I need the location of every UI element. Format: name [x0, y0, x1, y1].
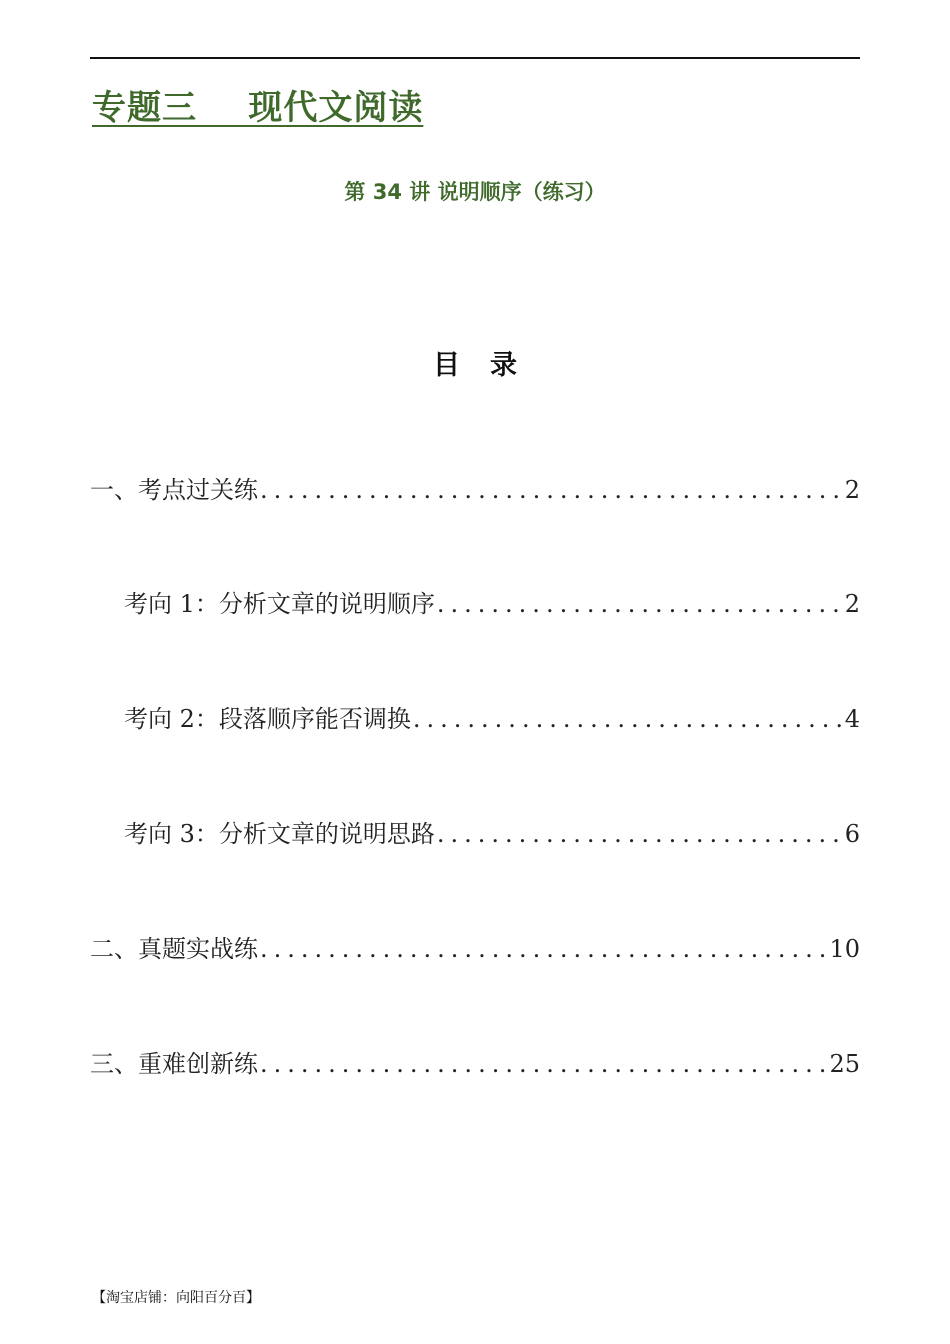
toc-entry-page: 2 [844, 590, 860, 618]
toc-entry-kaoxiang-3[interactable] [124, 814, 860, 848]
toc-leader-dots [413, 705, 843, 733]
toc-entry-page: 6 [844, 820, 860, 848]
toc-entry-label: 三、重难创新练 [90, 1050, 258, 1078]
toc-entry-page: 2 [844, 476, 860, 504]
toc-leader-dots [260, 476, 843, 504]
toc-entry-page: 4 [844, 705, 860, 733]
toc-entry-label: 考向 2：段落顺序能否调换 [124, 705, 411, 733]
toc-entry-label: 考向 1：分析文章的说明顺序 [124, 590, 435, 618]
toc-entry-label: 二、真题实战练 [90, 935, 258, 963]
toc-entry-page: 25 [829, 1050, 860, 1078]
toc-entry-zhongnan[interactable] [90, 1044, 860, 1078]
top-rule [90, 57, 860, 59]
toc-leader-dots [260, 935, 827, 963]
toc-leader-dots [437, 820, 843, 848]
toc-leader-dots [260, 1050, 827, 1078]
toc-entry-zhenti[interactable] [90, 929, 860, 963]
toc-entry-label: 一、考点过关练 [90, 476, 258, 504]
toc-entry-kaoxiang-1[interactable] [124, 584, 860, 618]
topic-title: 专题三 现代文阅读 [92, 88, 424, 128]
toc-entry-kaoxiang-2[interactable] [124, 699, 860, 733]
toc-entry-kaodian[interactable] [90, 470, 860, 504]
toc-entry-label: 考向 3：分析文章的说明思路 [124, 820, 435, 848]
footer-shop-note: 【淘宝店铺：向阳百分百】 [92, 1290, 260, 1306]
toc-leader-dots [437, 590, 843, 618]
toc-entry-page: 10 [829, 935, 860, 963]
toc-heading: 目录 [433, 350, 547, 381]
lecture-title: 第 34 讲 说明顺序（练习） [344, 180, 606, 204]
